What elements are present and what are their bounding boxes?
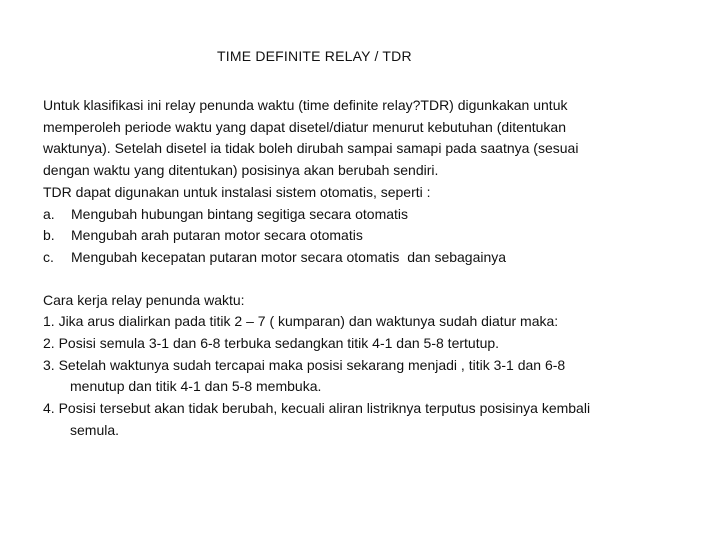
intro-line: dengan waktu yang ditentukan) posisinya akan berubah sendiri.: [43, 162, 439, 179]
list-marker: a.: [43, 205, 55, 222]
page-title: TIME DEFINITE RELAY / TDR: [217, 48, 412, 64]
use-item-c: [43, 247, 703, 269]
list-marker: c.: [43, 248, 54, 265]
list-item-text: Mengubah kecepatan putaran motor secara otomatis dan sebagainya: [71, 248, 507, 265]
intro-line: TDR dapat digunakan untuk instalasi sistem otomatis, seperti :: [43, 183, 431, 200]
list-item-text: Mengubah hubungan bintang segitiga secara otomatis: [71, 205, 409, 222]
document-body: [43, 95, 703, 442]
workings-heading: Cara kerja relay penunda waktu:: [43, 291, 245, 308]
list-marker: b.: [43, 227, 55, 244]
use-item-a: [43, 204, 703, 226]
paragraph-gap: [43, 269, 703, 290]
step-4: 4. Posisi tersebut akan tidak berubah, kecuali aliran listriknya terputus posisinya kembali: [43, 400, 591, 417]
step-2: 2. Posisi semula 3-1 dan 6-8 terbuka sedangkan titik 4-1 dan 5-8 tertutup.: [43, 335, 500, 352]
intro-line: waktunya). Setelah disetel ia tidak boleh dirubah sampai samapi pada saatnya (sesuai: [43, 140, 579, 157]
list-item-text: Mengubah arah putaran motor secara otomatis: [71, 227, 363, 244]
step-1: 1. Jika arus dialirkan pada titik 2 – 7 ( kumparan) dan waktunya sudah diatur maka:: [43, 313, 559, 330]
use-item-b: [43, 225, 703, 247]
intro-line: memperoleh periode waktu yang dapat disetel/diatur menurut kebutuhan (ditentukan: [43, 118, 566, 135]
step-3: 3. Setelah waktunya sudah tercapai maka posisi sekarang menjadi , titik 3-1 dan 6-8: [43, 356, 566, 373]
step-3-continuation: menutup dan titik 4-1 dan 5-8 membuka.: [70, 378, 322, 395]
step-4-continuation: semula.: [70, 421, 120, 438]
intro-line: Untuk klasifikasi ini relay penunda waktu (time definite relay?TDR) digunkakan untuk: [43, 97, 568, 113]
